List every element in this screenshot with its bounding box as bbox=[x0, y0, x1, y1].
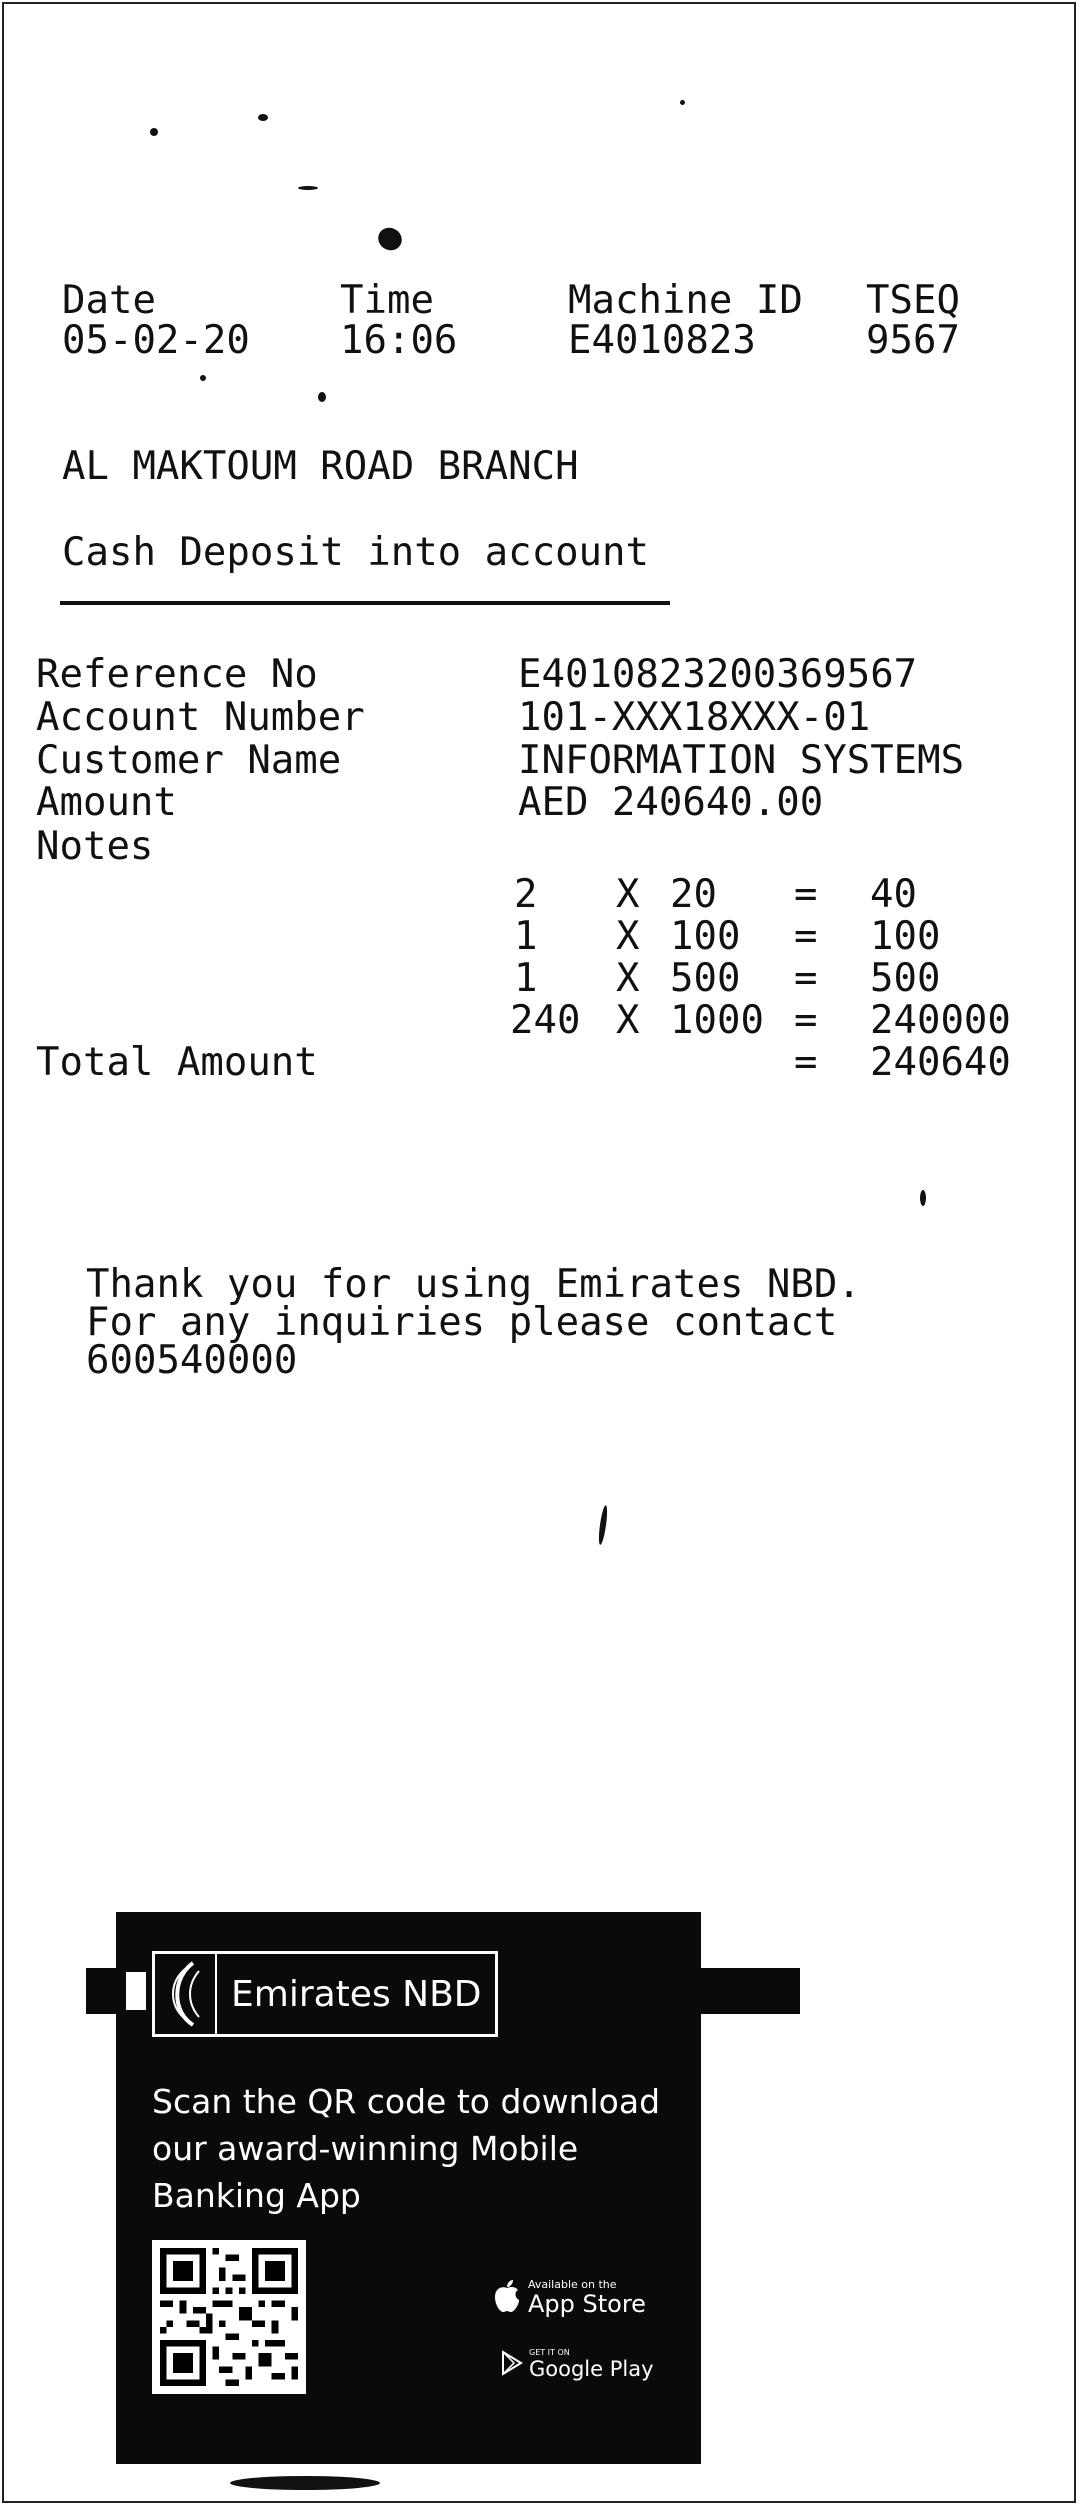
google-play-small-text: GET IT ON bbox=[529, 2348, 570, 2357]
brand-name: Emirates NBD bbox=[231, 1973, 482, 2015]
time-label: Time bbox=[340, 278, 434, 323]
total-amount-label: Total Amount bbox=[36, 1040, 318, 1085]
speck bbox=[298, 186, 318, 190]
banner-message bbox=[152, 2078, 692, 2219]
note-eq: = bbox=[794, 914, 818, 959]
speck bbox=[920, 1190, 926, 1206]
tseq-label: TSEQ bbox=[866, 278, 960, 323]
notes-label: Notes bbox=[36, 824, 154, 869]
machine-id-label: Machine ID bbox=[568, 278, 803, 323]
banner-stripe-gap bbox=[126, 1972, 146, 2010]
time-value: 16:06 bbox=[340, 318, 458, 363]
speck bbox=[230, 2476, 380, 2490]
contact-number: 600540000 bbox=[86, 1338, 298, 1383]
note-total: 240000 bbox=[870, 998, 1011, 1043]
total-amount-value: 240640 bbox=[870, 1040, 1011, 1085]
note-denom: 500 bbox=[670, 956, 741, 1001]
note-count: 2 bbox=[514, 872, 538, 917]
note-denom: 1000 bbox=[670, 998, 764, 1043]
google-play-icon bbox=[500, 2350, 524, 2380]
note-total: 500 bbox=[870, 956, 941, 1001]
note-denom: 20 bbox=[670, 872, 717, 917]
amount-label: Amount bbox=[36, 780, 177, 825]
apple-icon bbox=[492, 2278, 522, 2318]
date-label: Date bbox=[62, 278, 156, 323]
machine-id-value: E4010823 bbox=[568, 318, 756, 363]
customer-value: INFORMATION SYSTEMS bbox=[518, 738, 965, 783]
tseq-value: 9567 bbox=[866, 318, 960, 363]
note-count: 1 bbox=[514, 914, 538, 959]
speck bbox=[150, 128, 158, 136]
banner-line-3: Banking App bbox=[152, 2176, 361, 2215]
transaction-type: Cash Deposit into account bbox=[62, 530, 649, 575]
google-play-badge bbox=[500, 2348, 654, 2381]
emirates-nbd-logo-icon bbox=[155, 1954, 217, 2034]
note-count: 1 bbox=[514, 956, 538, 1001]
note-total: 100 bbox=[870, 914, 941, 959]
note-x: X bbox=[616, 914, 640, 959]
note-eq: = bbox=[794, 872, 818, 917]
banner-line-2: our award-winning Mobile bbox=[152, 2129, 579, 2168]
speck bbox=[318, 392, 326, 402]
qr-code-icon bbox=[152, 2240, 306, 2394]
thank-you-line: Thank you for using Emirates NBD. bbox=[86, 1262, 861, 1307]
app-store-text: App Store bbox=[528, 2290, 646, 2318]
branch-name: AL MAKTOUM ROAD BRANCH bbox=[62, 444, 579, 489]
amount-value: AED 240640.00 bbox=[518, 780, 824, 825]
reference-label: Reference No bbox=[36, 652, 318, 697]
speck bbox=[258, 114, 268, 121]
account-value: 101-XXX18XXX-01 bbox=[518, 695, 871, 740]
speck bbox=[680, 100, 685, 105]
note-denom: 100 bbox=[670, 914, 741, 959]
total-eq: = bbox=[794, 1040, 818, 1085]
emirates-nbd-logo bbox=[152, 1951, 498, 2037]
note-total: 40 bbox=[870, 872, 917, 917]
note-eq: = bbox=[794, 998, 818, 1043]
note-eq: = bbox=[794, 956, 818, 1001]
note-x: X bbox=[616, 872, 640, 917]
banner-line-1: Scan the QR code to download bbox=[152, 2082, 661, 2121]
account-label: Account Number bbox=[36, 695, 365, 740]
google-play-text: Google Play bbox=[529, 2357, 654, 2381]
date-value: 05-02-20 bbox=[62, 318, 250, 363]
note-x: X bbox=[616, 998, 640, 1043]
divider bbox=[60, 601, 670, 605]
app-store-small-text: Available on the bbox=[528, 2278, 617, 2291]
note-x: X bbox=[616, 956, 640, 1001]
note-count: 240 bbox=[510, 998, 581, 1043]
customer-label: Customer Name bbox=[36, 738, 342, 783]
speck bbox=[200, 375, 206, 381]
reference-value: E4010823200369567 bbox=[518, 652, 918, 697]
app-store-badge bbox=[492, 2278, 646, 2318]
inquiries-line: For any inquiries please contact bbox=[86, 1300, 838, 1345]
